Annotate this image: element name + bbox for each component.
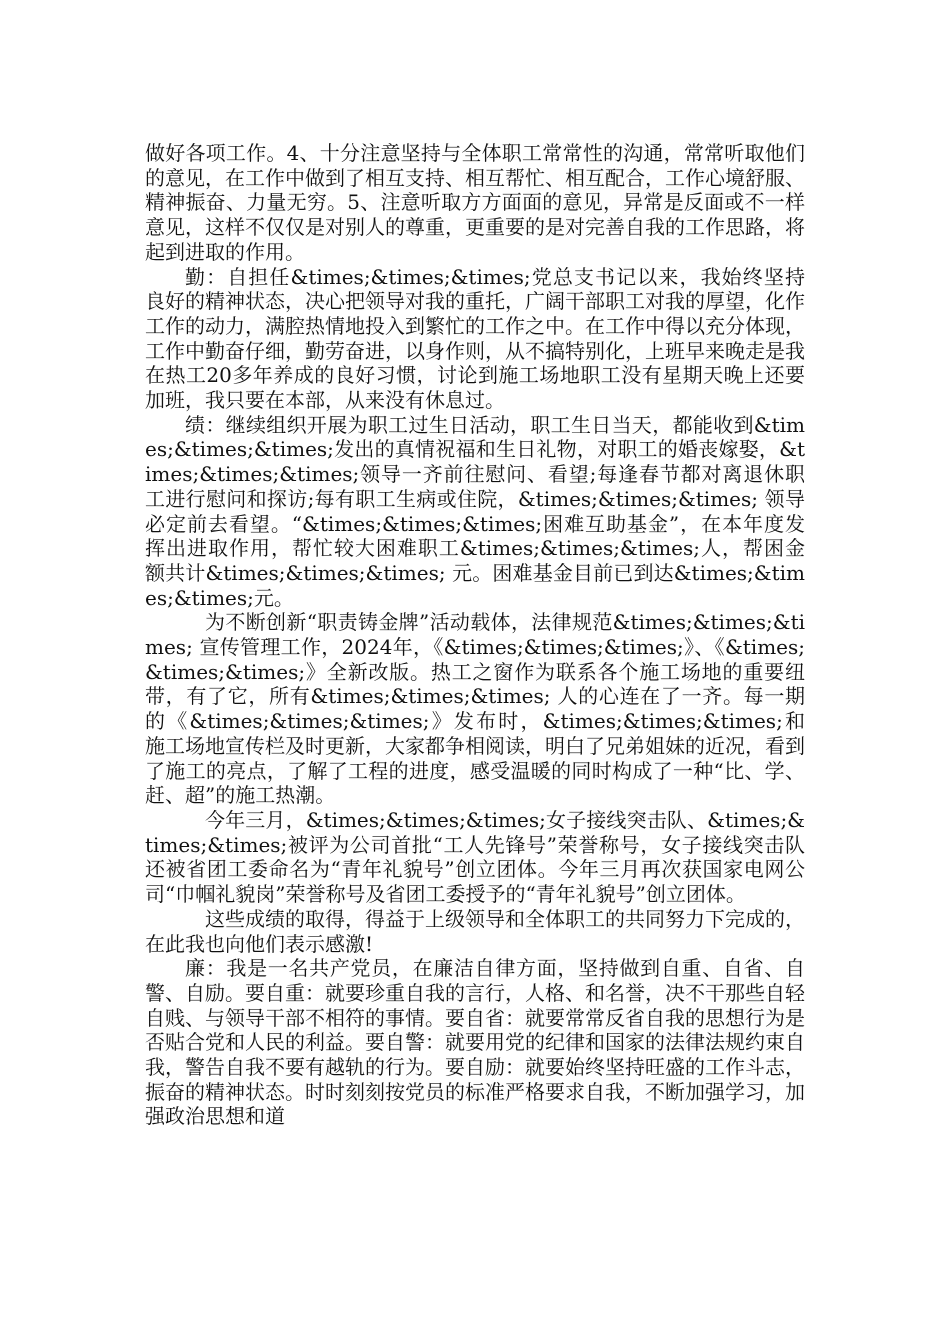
paragraph-thanks: 这些成绩的取得，得益于上级领导和全体职工的共同努力下完成的，在此我也向他们表示感激! bbox=[145, 906, 805, 956]
paragraph-work-methods: 做好各项工作。4、十分注意坚持与全体职工常常性的沟通，常常听取他们的意见，在工作中做到了相互支持、相互帮忙、相互配合，工作心境舒服、精神振奋、力量无穷。5、注意听取方方面面的意见，异常是反面或不一样意见，这样不仅仅是对别人的尊重，更重要的是对完善自我的工作思路，将起到进取的作用。 bbox=[145, 141, 805, 264]
paragraph-integrity: 廉：我是一名共产党员，在廉洁自律方面，坚持做到自重、自省、自警、自励。要自重：就要珍重自我的言行，人格、和名誉，决不干那些自轻自贱、与领导干部不相符的事情。要自省：就要常常反省自我的思想行为是否贴合党和人民的利益。要自警：就要用党的纪律和国家的法律法规约束自我，警告自我不要有越轨的行为。要自励：就要始终坚持旺盛的工作斗志，振奋的精神状态。时时刻刻按党员的标准严格要求自我，不断加强学习，加强政治思想和道 bbox=[145, 956, 805, 1129]
paragraph-honors: 今年三月，&times;&times;&times;女子接线突击队、&times;&times;&times;被评为公司首批“工人先锋号”荣誉称号，女子接线突击队还被省团工委命名为“青年礼貌号”创立团体。今年三月再次获国家电网公司“巾帼礼貌岗”荣誉称号及省团工委授予的“青年礼貌号”创立团体。 bbox=[145, 807, 805, 907]
paragraph-publicity: 为不断创新“职责铸金牌”活动载体，法律规范&times;&times;&times; 宣传管理工作，2024年，《&times;&times;&times;》、《&times;&times;&times;》全新改版。热工之窗作为联系各个施工场地的重要纽带，有了它，所有&times;&times;&times; 人的心连在了一齐。每一期的《&times;&times;&times;》发布时，&times;&times;&times;和施工场地宣传栏及时更新，大家都争相阅读，明白了兄弟姐妹的近况，看到了施工的亮点，了解了工程的进度，感受温暖的同时构成了一种“比、学、赶、超”的施工热潮。 bbox=[145, 610, 805, 808]
document-body bbox=[145, 141, 805, 1129]
paragraph-achievements: 绩：继续组织开展为职工过生日活动，职工生日当天，都能收到&times;&times;&times;发出的真情祝福和生日礼物，对职工的婚丧嫁娶，&times;&times;&times;领导一齐前往慰问、看望;每逢春节都对离退休职工进行慰问和探访;每有职工生病或住院，&times;&times;&times; 领导必定前去看望。“&times;&times;&times;困难互助基金”，在本年度发挥出进取作用，帮忙较大困难职工&times;&times;&times;人，帮困金额共计&times;&times;&times; 元。困难基金目前已到达&times;&times;&times;元。 bbox=[145, 412, 805, 610]
paragraph-diligence: 勤：自担任&times;&times;&times;党总支书记以来，我始终坚持良好的精神状态，决心把领导对我的重托，广阔干部职工对我的厚望，化作工作的动力，满腔热情地投入到繁忙的工作之中。在工作中得以充分体现，工作中勤奋仔细，勤劳奋进，以身作则，从不搞特别化，上班早来晚走是我在热工20多年养成的良好习惯，讨论到施工场地职工没有星期天晚上还要加班，我只要在本部，从来没有休息过。 bbox=[145, 264, 805, 413]
